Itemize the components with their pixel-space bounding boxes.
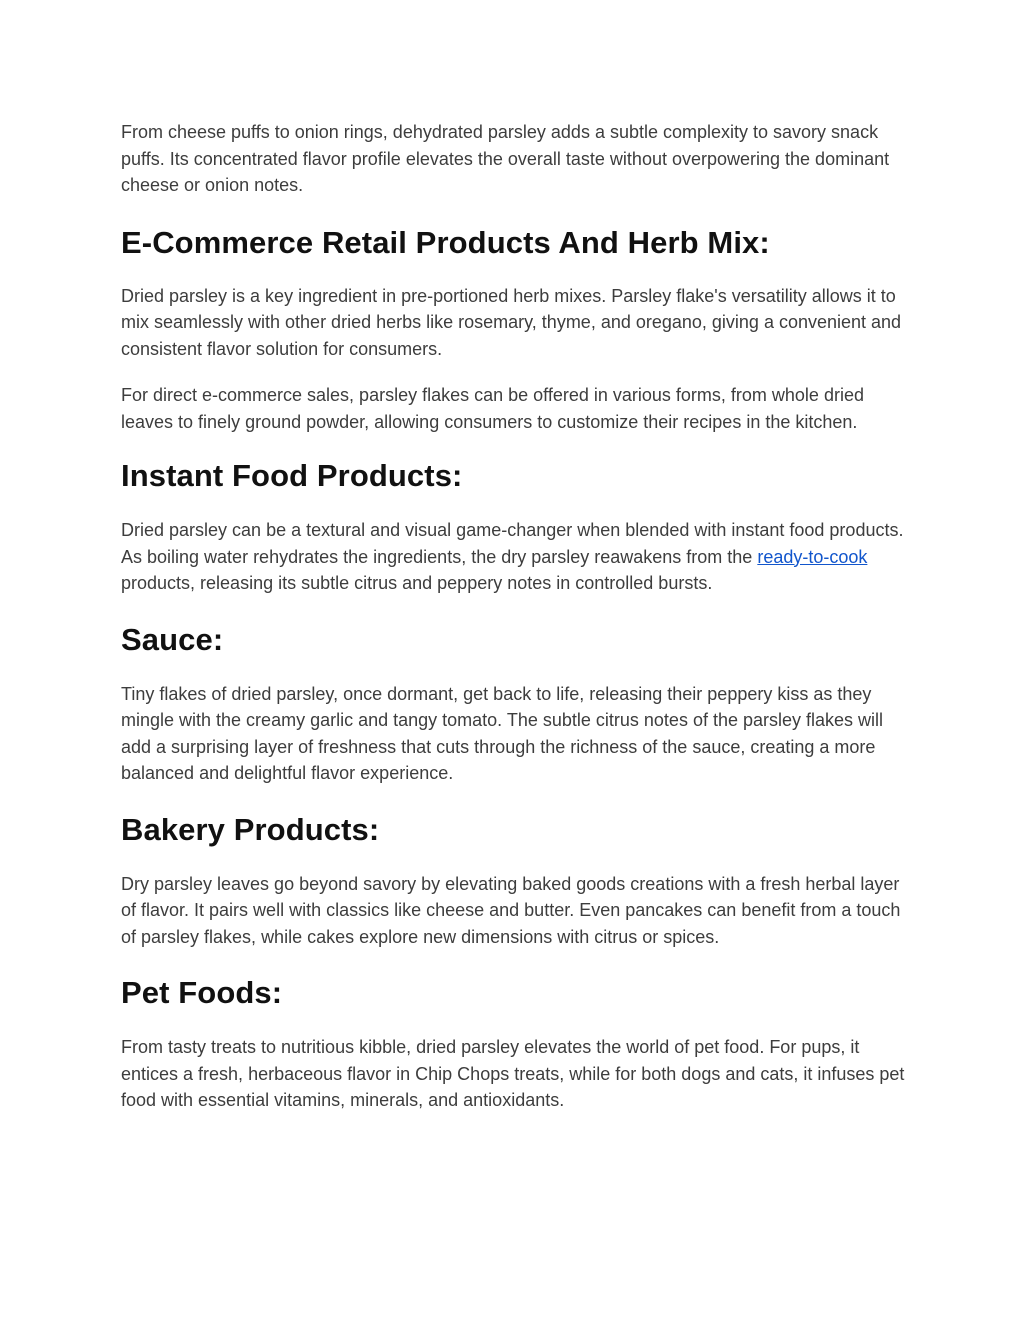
ecommerce-paragraph-2: For direct e-commerce sales, parsley flakes can be offered in various forms, from whole dried leaves to finely ground powder, allowing consumers to customize their recipes in the kitchen.: [121, 385, 864, 432]
intro-paragraph: From cheese puffs to onion rings, dehydrated parsley adds a subtle complexity to savory snack puffs. Its concentrated flavor profile elevates the overall taste without overpowering the dominant cheese or onion notes.: [121, 122, 890, 195]
ecommerce-paragraph-1: Dried parsley is a key ingredient in pre-portioned herb mixes. Parsley flake's versatility allows it to mix seamlessly with other dried herbs like rosemary, thyme, and oregano, giving a convenient and consistent flavor solution for consumers.: [121, 285, 902, 359]
instant-food-heading: Instant Food Products:: [121, 458, 463, 493]
instant-text-after-link: products, releasing its subtle citrus and peppery notes in controlled bursts.: [121, 573, 713, 593]
sauce-heading: Sauce:: [121, 621, 224, 657]
document-page: [121, 119, 911, 1114]
ready-to-cook-link[interactable]: ready-to-cook: [757, 546, 868, 567]
bakery-heading: Bakery Products:: [121, 811, 380, 847]
ecommerce-heading: E-Commerce Retail Products And Herb Mix:: [121, 224, 770, 260]
pet-foods-paragraph: From tasty treats to nutritious kibble, dried parsley elevates the world of pet food. For pups, it entices a fresh, herbaceous flavor in Chip Chops treats, while for both dogs and cats, it infuses pet food with essential vitamins, minerals, and antioxidants.: [121, 1037, 905, 1110]
pet-foods-heading: Pet Foods:: [121, 975, 283, 1010]
instant-food-paragraph: [121, 517, 911, 597]
bakery-paragraph: Dry parsley leaves go beyond savory by elevating baked goods creations with a fresh herbal layer of flavor. It pairs well with classics like cheese and butter. Even pancakes can benefit from a touch of parsley flakes, while cakes explore new dimensions with citrus or spices.: [121, 873, 901, 947]
instant-text-before-link: Dried parsley can be a textural and visual game-changer when blended with instant food products. As boiling water rehydrates the ingredients, the dry parsley reawakens from the: [121, 520, 904, 567]
sauce-paragraph: Tiny flakes of dried parsley, once dormant, get back to life, releasing their peppery kiss as they mingle with the creamy garlic and tangy tomato. The subtle citrus notes of the parsley flakes will add a surprising layer of freshness that cuts through the richness of the sauce, creating a more balanced and delightful flavor experience.: [121, 683, 884, 783]
